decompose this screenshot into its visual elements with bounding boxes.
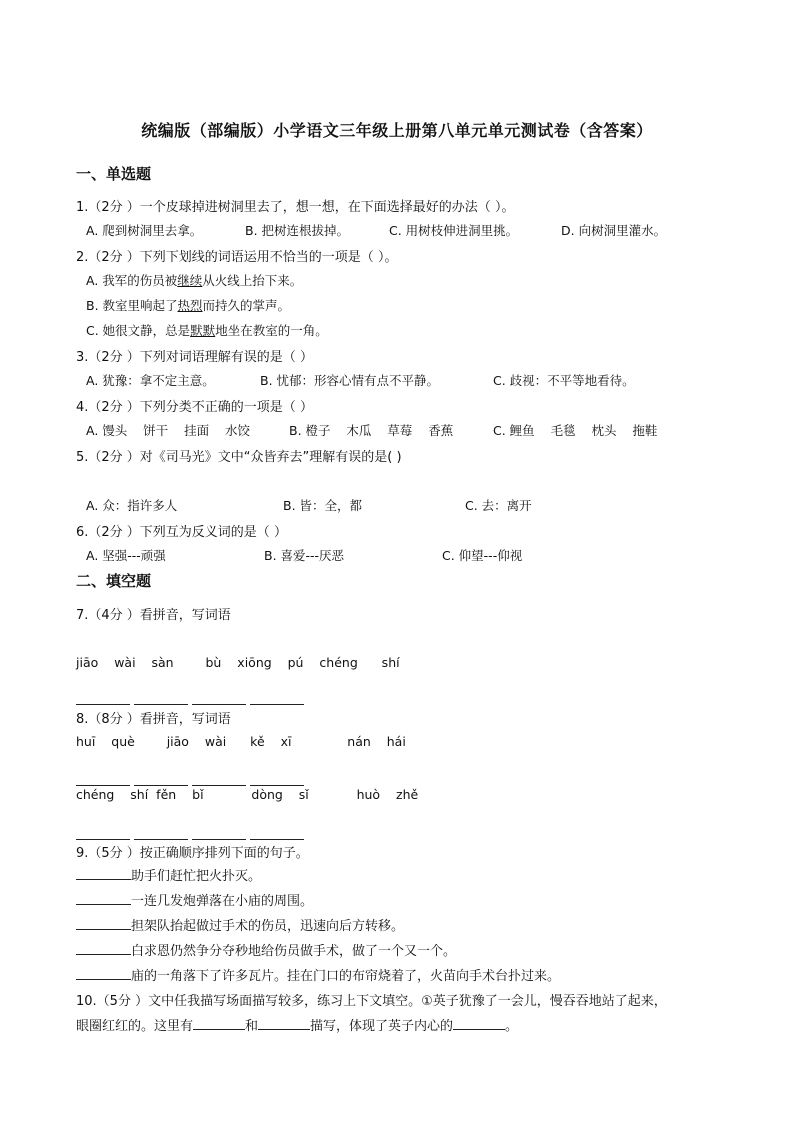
answer-blank[interactable] (250, 784, 304, 786)
option-text: 而持久的掌声。 (202, 298, 291, 313)
question-6-option-a: A. 坚强---顽强 (86, 548, 166, 563)
question-9-sentence-3 (76, 915, 404, 934)
question-2-option-b (86, 296, 290, 314)
question-1-option-a: A. 爬到树洞里去拿。 (86, 223, 203, 238)
option-text: 从火线上抬下来。 (202, 273, 303, 288)
section-heading-single-choice: 一、单选题 (76, 165, 152, 183)
order-blank[interactable] (76, 915, 131, 930)
question-2-option-c (86, 321, 328, 339)
answer-blank[interactable] (76, 838, 130, 840)
sentence-text: 白求恩仍然争分夺秒地给伤员做手术，做了一个又一个。 (131, 944, 457, 959)
answer-blank[interactable] (250, 703, 304, 705)
question-1-option-d: D. 向树洞里灌水。 (561, 223, 667, 238)
question-5-option-b: B. 皆：全，都 (283, 498, 363, 513)
sentence-text: 担架队抬起做过手术的伤员，迅速向后方转移。 (131, 919, 405, 934)
answer-blank[interactable] (134, 703, 188, 705)
question-5-option-a: A. 众：指许多人 (86, 498, 178, 513)
question-7-pinyin: jiāo wài sàn bù xiōng pú chéng shí (76, 655, 400, 670)
underlined-word: 默默 (190, 323, 216, 338)
question-5-stem: 5.（2分 ）对《司马光》文中“众皆弃去”理解有误的是( ) (76, 450, 402, 465)
option-text: B. 教室里响起了 (86, 298, 178, 313)
order-blank[interactable] (76, 865, 131, 880)
order-blank[interactable] (76, 890, 131, 905)
section-heading-fill-in: 二、填空题 (76, 572, 152, 590)
answer-blank[interactable] (76, 784, 130, 786)
fill-blank[interactable] (258, 1015, 310, 1030)
option-text: C. 她很文静，总是 (86, 323, 191, 338)
sentence-text: 助手们赶忙把火扑灭。 (131, 869, 262, 884)
question-9-sentence-2 (76, 890, 313, 909)
question-5-option-c: C. 去：离开 (465, 498, 532, 513)
question-9-sentence-4 (76, 940, 456, 959)
option-text: A. 我军的伤员被 (86, 273, 178, 288)
question-1-option-b: B. 把树连根拔掉。 (245, 223, 350, 238)
question-7-stem: 7.（4分 ）看拼音，写词语 (76, 608, 231, 623)
question-6-option-b: B. 喜爱---厌恶 (264, 548, 345, 563)
question-10-line-2 (76, 1015, 518, 1034)
question-6-stem: 6.（2分 ）下列互为反义词的是（ ） (76, 525, 287, 540)
answer-blank[interactable] (250, 838, 304, 840)
sentence-text: 庙的一角落下了许多瓦片。挂在门口的布帘烧着了，火苗向手术台扑过来。 (131, 969, 561, 984)
question-text: 眼圈红红的。这里有 (76, 1019, 194, 1034)
question-3-stem: 3.（2分 ）下列对词语理解有误的是（ ） (76, 350, 313, 365)
sentence-text: 一连几发炮弹落在小庙的周围。 (131, 894, 314, 909)
answer-blank[interactable] (192, 703, 246, 705)
option-text: 地坐在教室的一角。 (215, 323, 328, 338)
fill-blank[interactable] (193, 1015, 245, 1030)
question-text: 。 (505, 1019, 519, 1034)
question-4-option-b: B. 橙子 木瓜 草莓 香蕉 (289, 423, 454, 438)
question-10-line-1: 10.（5分 ）文中任我描写场面描写较多，练习上下文填空。①英子犹豫了一会儿，慢吞吞地站了起来， (76, 994, 667, 1009)
question-9-sentence-5 (76, 965, 560, 984)
underlined-word: 热烈 (177, 298, 203, 313)
question-4-option-c: C. 鲤鱼 毛毯 枕头 拖鞋 (493, 423, 658, 438)
question-3-option-b: B. 忧郁：形容心情有点不平静。 (260, 373, 440, 388)
question-1-option-c: C. 用树枝伸进洞里挑。 (389, 223, 519, 238)
question-8-pinyin-row-1: huī què jiāo wài kě xī nán hái (76, 734, 406, 749)
answer-blank[interactable] (192, 784, 246, 786)
answer-blank[interactable] (192, 838, 246, 840)
question-4-stem: 4.（2分 ）下列分类不正确的一项是（ ） (76, 400, 313, 415)
question-6-option-c: C. 仰望---仰视 (442, 548, 523, 563)
question-1-stem: 1.（2分 ）一个皮球掉进树洞里去了，想一想，在下面选择最好的办法（ ）。 (76, 200, 515, 215)
question-3-option-a: A. 犹豫：拿不定主意。 (86, 373, 215, 388)
question-7-answer-blanks (76, 690, 308, 709)
question-4-option-a: A. 馒头 饼干 挂面 水饺 (86, 423, 250, 438)
fill-blank[interactable] (453, 1015, 505, 1030)
question-8-stem: 8.（8分 ）看拼音，写词语 (76, 712, 231, 727)
order-blank[interactable] (76, 940, 131, 955)
question-8-pinyin-row-2: chéng shí fěn bǐ dòng sǐ huò zhě (76, 787, 419, 802)
answer-blank[interactable] (76, 703, 130, 705)
answer-blank[interactable] (134, 838, 188, 840)
underlined-word: 继续 (177, 273, 203, 288)
page-title: 统编版（部编版）小学语文三年级上册第八单元单元测试卷（含答案） (141, 121, 653, 140)
question-2-stem: 2.（2分 ）下列下划线的词语运用不恰当的一项是（ ）。 (76, 250, 398, 265)
question-2-option-a (86, 271, 302, 289)
answer-blank[interactable] (134, 784, 188, 786)
question-9-sentence-1 (76, 865, 261, 884)
order-blank[interactable] (76, 965, 131, 980)
question-3-option-c: C. 歧视：不平等地看待。 (493, 373, 635, 388)
question-text: 描写，体现了英子内心的 (310, 1019, 454, 1034)
question-9-stem: 9.（5分 ）按正确顺序排列下面的句子。 (76, 846, 309, 861)
question-text: 和 (245, 1019, 259, 1034)
